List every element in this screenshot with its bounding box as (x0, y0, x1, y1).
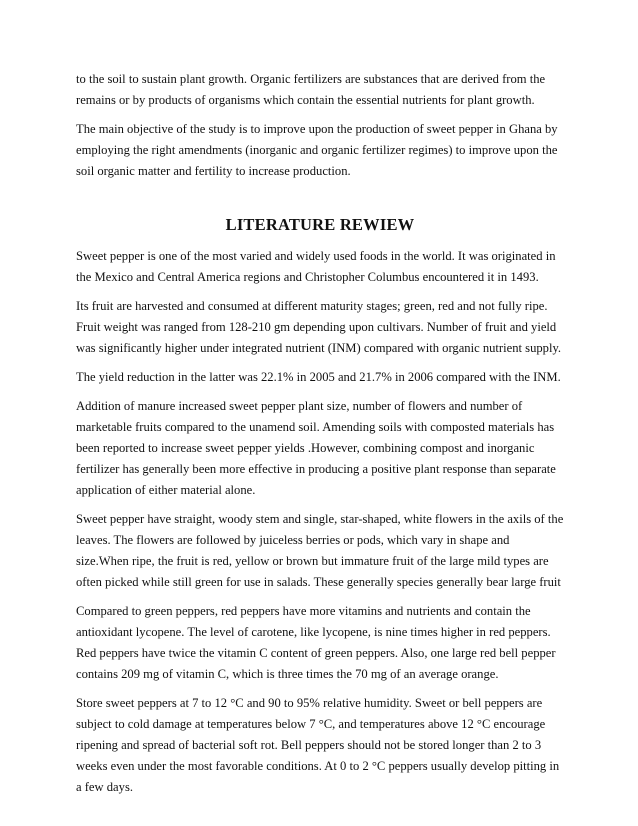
paragraph-nutrients: Compared to green peppers, red peppers have more vitamins and nutrients and contain the antioxidant lycopene. The level of carotene, like lycopene, is nine times higher in red peppers. Red peppers have twice the vitamin C content of green peppers. Also, one large red bell pepper contains 209 mg of vitamin C, which is three times the 70 mg of an average orange. (76, 604, 556, 681)
paragraph-main-objective: The main objective of the study is to improve upon the production of sweet pepper in Ghana by employing the right amendments (inorganic and organic fertilizer regimes) to improve upon the soil organic matter and fertility to increase production. (76, 122, 558, 178)
paragraph-organic-fertilizers: to the soil to sustain plant growth. Organic fertilizers are substances that are derived from the remains or by products of organisms which contain the essential nutrients for plant growth. (76, 72, 546, 107)
paragraph-storage: Store sweet peppers at 7 to 12 °C and 90 to 95% relative humidity. Sweet or bell peppers are subject to cold damage at temperatures below 7 °C, and temperatures above 12 °C encourage ripening and spread of bacterial soft rot. Bell peppers should not be stored longer than 2 to 3 weeks even under the most favorable conditions. At 0 to 2 °C peppers usually develop pitting in a few days. (76, 696, 560, 794)
paragraph-plant-description: Sweet pepper have straight, woody stem and single, star-shaped, white flowers in the axils of the leaves. The flowers are followed by juiceless berries or pods, which vary in shape and size.When ripe, the fruit is red, yellow or brown but immature fruit of the large mild types are often picked while still green for use in salads. These generally species generally bear large fruit (76, 512, 564, 589)
paragraph-origin: Sweet pepper is one of the most varied and widely used foods in the world. It was originated in the Mexico and Central America regions and Christopher Columbus encountered it in 1493. (76, 249, 556, 284)
document-page (76, 69, 564, 806)
paragraph-harvest: Its fruit are harvested and consumed at different maturity stages; green, red and not fully ripe. Fruit weight was ranged from 128-210 gm depending upon cultivars. Number of fruit and yield was significantly higher under integrated nutrient (INM) compared with organic nutrient supply. (76, 299, 562, 355)
section-heading: LITERATURE REWIEW (225, 215, 415, 234)
paragraph-manure: Addition of manure increased sweet pepper plant size, number of flowers and number of marketable fruits compared to the unamend soil. Amending soils with composted materials has been reported to increase sweet pepper yields .However, combining compost and inorganic fertilizer has generally been more effective in producing a positive plant response than separate application of either material alone. (76, 399, 556, 497)
paragraph-yield-reduction: The yield reduction in the latter was 22.1% in 2005 and 21.7% in 2006 compared with the INM. (76, 370, 561, 384)
